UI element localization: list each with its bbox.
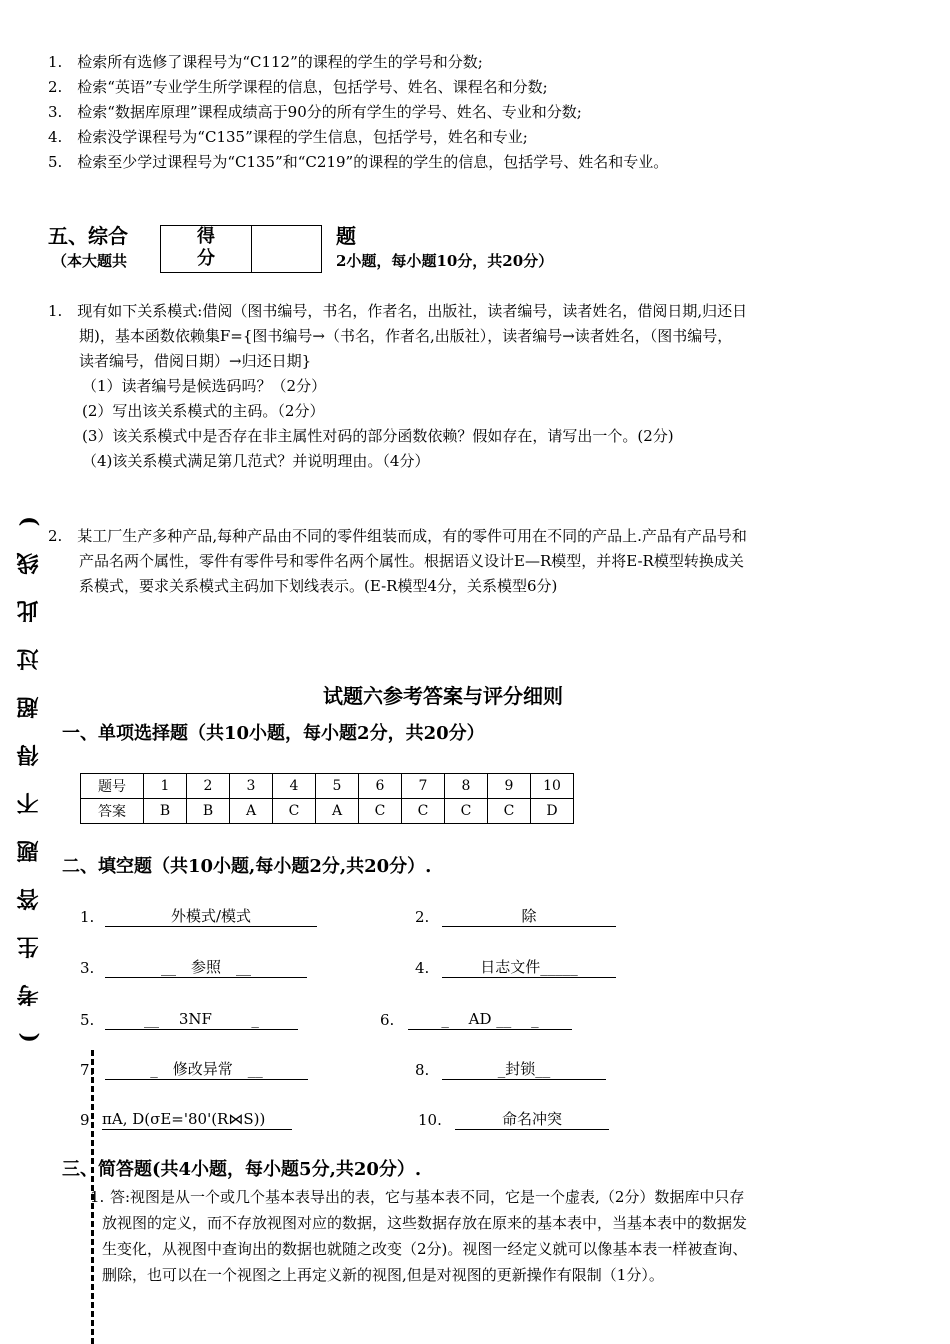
blank-number: 9. — [80, 1111, 95, 1129]
sub-question: （1）读者编号是候选码吗？（2分） — [82, 377, 327, 395]
row-header: 答案 — [81, 799, 144, 824]
score-label: 分 — [197, 248, 215, 269]
blank-answer: πA, D(σE='80'(R⋈S)) — [102, 1109, 292, 1130]
cell: 8 — [445, 774, 488, 799]
question-text: 期)，基本函数依赖集F={图书编号→（书名，作者名,出版社），读者编号→读者姓名，（图书编号， — [79, 327, 733, 345]
query-item: 5. 检索至少学过课程号为“C135”和“C219”的课程的学生的信息，包括学号、姓名和专业。 — [48, 153, 669, 171]
part2-title: 二、填空题（共10小题,每小题2分,共20分）. — [62, 856, 432, 877]
answer-number: 1. — [90, 1188, 105, 1206]
section-subtitle-end: 2小题，每小题10分，共20分） — [336, 252, 554, 270]
sub-question: (3）该关系模式中是否存在非主属性对码的部分函数依赖？假如存在，请写出一个。(2分) — [82, 427, 674, 445]
answer-line: 答:视图是从一个或几个基本表导出的表，它与基本表不同，它是一个虚表,（2分）数据库中只存 — [110, 1188, 745, 1206]
blank-number: 7. — [80, 1061, 95, 1079]
blank-number: 6. — [380, 1011, 395, 1029]
cell: 6 — [359, 774, 402, 799]
answer-title: 试题六参考答案与评分细则 — [323, 684, 563, 708]
cell: B — [187, 799, 230, 824]
query-item: 3. 检索“数据库原理”课程成绩高于90分的所有学生的学号、姓名、专业和分数; — [48, 103, 582, 121]
blank-number: 5. — [80, 1011, 95, 1029]
blank-number: 3. — [80, 959, 95, 977]
blank-answer: __ 3NF _ — [105, 1009, 298, 1030]
cell: C — [488, 799, 531, 824]
cell: A — [316, 799, 359, 824]
question-text: 2. 某工厂生产多种产品,每种产品由不同的零件组装而成，有的零件可用在不同的产品上.产品有产品号和 — [48, 527, 747, 545]
blank-number: 8. — [415, 1061, 430, 1079]
cell: C — [402, 799, 445, 824]
section-title-end: 题 — [336, 224, 356, 248]
cell: 9 — [488, 774, 531, 799]
cell: C — [273, 799, 316, 824]
table-row — [81, 774, 574, 799]
table-row — [81, 799, 574, 824]
part1-title: 一、单项选择题（共10小题，每小题2分，共20分） — [62, 723, 485, 744]
blank-answer: 除 — [442, 906, 616, 927]
cell: 4 — [273, 774, 316, 799]
blank-answer: __ 参照 __ — [105, 957, 307, 978]
cell: 5 — [316, 774, 359, 799]
score-field — [252, 226, 321, 272]
query-item: 4. 检索没学课程号为“C135”课程的学生信息，包括学号，姓名和专业; — [48, 128, 528, 146]
blank-answer: _ 修改异常 __ — [105, 1059, 308, 1080]
score-box — [160, 225, 322, 273]
query-item: 2. 检索“英语”专业学生所学课程的信息，包括学号、姓名、课程名和分数; — [48, 78, 548, 96]
blank-answer: 外模式/模式 — [105, 906, 317, 927]
blank-number: 4. — [415, 959, 430, 977]
cell: 7 — [402, 774, 445, 799]
sub-question: (2）写出该关系模式的主码。（2分） — [82, 402, 325, 420]
cell: C — [445, 799, 488, 824]
binding-line-note: (考生答题不得超过此线) — [16, 490, 42, 1043]
row-header: 题号 — [81, 774, 144, 799]
answer-line: 删除，也可以在一个视图之上再定义新的视图,但是对视图的更新操作有限制（1分）。 — [102, 1266, 664, 1284]
sub-question: （4)该关系模式满足第几范式？并说明理由。（4分） — [82, 452, 430, 470]
blank-answer: _ AD __ _ — [408, 1009, 572, 1030]
blank-number: 10. — [418, 1111, 442, 1129]
cell: C — [359, 799, 402, 824]
cell: A — [230, 799, 273, 824]
binding-dashed-line — [91, 1050, 94, 1344]
blank-number: 2. — [415, 908, 430, 926]
cell: 10 — [531, 774, 574, 799]
answer-line: 放视图的定义，而不存放视图对应的数据，这些数据存放在原来的基本表中，当基本表中的数据发 — [102, 1214, 748, 1232]
answer-line: 生变化，从视图中查询出的数据也就随之改变（2分)。视图一经定义就可以像基本表一样被查询、 — [102, 1240, 748, 1258]
answer-table — [80, 773, 574, 824]
section-subtitle: （本大题共 — [52, 252, 128, 270]
blank-answer: _封锁__ — [442, 1059, 606, 1080]
query-item: 1. 检索所有选修了课程号为“C112”的课程的学生的学号和分数; — [48, 53, 483, 71]
question-text: 读者编号，借阅日期）→归还日期} — [79, 352, 312, 370]
question-text: 产品名两个属性，零件有零件号和零件名两个属性。根据语义设计E—R模型，并将E-R模型转换成关 — [79, 552, 744, 570]
section-title: 五、综合 — [48, 224, 128, 248]
question-text: 1. 现有如下关系模式:借阅（图书编号，书名，作者名，出版社，读者编号，读者姓名，借阅日期,归还日 — [48, 302, 748, 320]
blank-answer: 命名冲突 — [455, 1109, 609, 1130]
blank-number: 1. — [80, 908, 95, 926]
cell: 2 — [187, 774, 230, 799]
part3-title: 三、简答题(共4小题，每小题5分,共20分）. — [62, 1159, 422, 1180]
cell: 3 — [230, 774, 273, 799]
cell: D — [531, 799, 574, 824]
question-text: 系模式，要求关系模式主码加下划线表示。(E-R模型4分，关系模型6分) — [79, 577, 558, 595]
score-label: 得 — [197, 226, 215, 247]
cell: B — [144, 799, 187, 824]
cell: 1 — [144, 774, 187, 799]
blank-answer: 日志文件_____ — [442, 957, 616, 978]
